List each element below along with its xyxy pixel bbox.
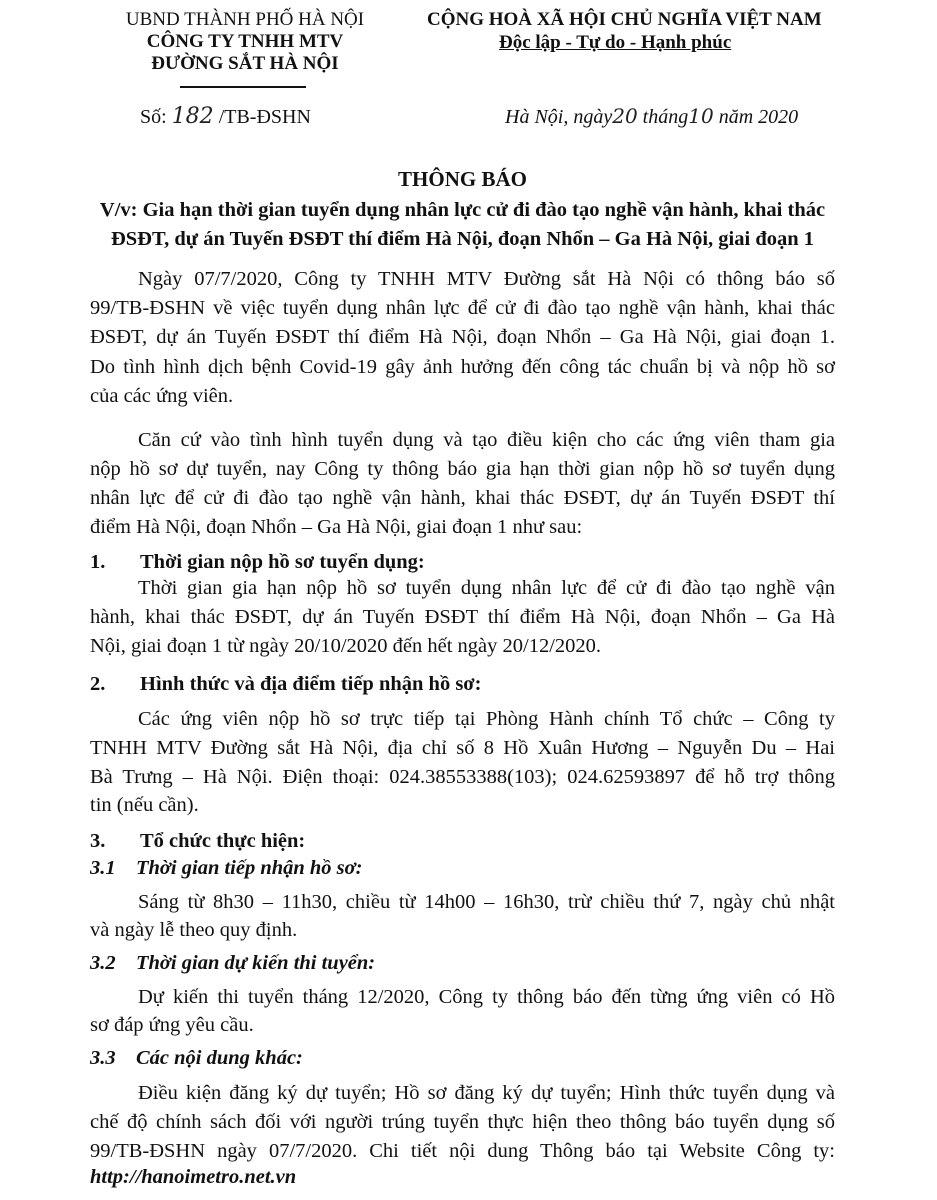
section1-title: Thời gian nộp hồ sơ tuyển dụng: [140,551,425,573]
date-month-handwritten: 10 [688,104,714,128]
section2-heading [90,673,481,696]
document-title: THÔNG BÁO [398,167,527,191]
section3-number: 3. [90,830,106,852]
section2-body-line: Các ứng viên nộp hồ sơ trực tiếp tại Phòng Hành chính Tổ chức – Công ty [138,708,835,730]
paragraph1-line: Do tình hình dịch bệnh Covid-19 gây ảnh hưởng đến công tác chuẩn bị và nộp hồ sơ [90,356,835,378]
national-title: CỘNG HOÀ XÃ HỘI CHỦ NGHĨA VIỆT NAM [427,9,822,30]
paragraph2-line: điểm Hà Nội, đoạn Nhổn – Ga Hà Nội, giai đoạn 1 như sau: [90,516,583,538]
subsection-3-1-body-line: Sáng từ 8h30 – 11h30, chiều từ 14h00 – 16h30, trừ chiều thứ 7, ngày chủ nhật [138,891,835,913]
subsection-3-3-body-line: Điều kiện đăng ký dự tuyển; Hồ sơ đăng ký dự tuyển; Hình thức tuyển dụng và [138,1082,835,1104]
section3-heading [90,830,305,853]
date-prefix: Hà Nội, ngày [505,106,613,128]
date-year: năm 2020 [718,106,799,128]
subsection-3-3-heading [90,1047,303,1070]
subsection-3-3-title: Các nội dung khác: [136,1047,303,1069]
section2-number: 2. [90,673,106,695]
company-name-line2: ĐƯỜNG SẮT HÀ NỘI [151,53,339,74]
issue-date [505,104,798,129]
document-number-handwritten: 182 [171,104,214,129]
subsection-3-1-number: 3.1 [90,857,116,879]
document-number-suffix: /TB-ĐSHN [218,106,311,128]
company-name-line1: CÔNG TY TNHH MTV [146,31,344,52]
subsection-3-2-title: Thời gian dự kiến thi tuyển: [136,952,376,974]
document-subject-line2: ĐSĐT, dự án Tuyến ĐSĐT thí điểm Hà Nội, đoạn Nhổn – Ga Hà Nội, giai đoạn 1 [110,228,815,250]
paragraph2-line: Căn cứ vào tình hình tuyển dụng và tạo điều kiện cho các ứng viên tham gia [138,429,835,451]
subsection-3-1-title: Thời gian tiếp nhận hồ sơ: [136,857,363,879]
paragraph1-line: Ngày 07/7/2020, Công ty TNHH MTV Đường sắt Hà Nội có thông báo số [138,268,835,290]
section2-title: Hình thức và địa điểm tiếp nhận hồ sơ: [140,673,482,695]
section2-body-line: TNHH MTV Đường sắt Hà Nội, địa chỉ số 8 Hồ Xuân Hương – Nguyễn Du – Hai [90,737,835,759]
section1-body-line: hành, khai thác ĐSĐT, dự án Tuyến ĐSĐT thí điểm Hà Nội, đoạn Nhổn – Ga Hà [90,606,835,628]
section2-body-line: tin (nếu cần). [90,794,199,816]
subsection-3-3-body-line: 99/TB-ĐSHN ngày 07/7/2020. Chi tiết nội dung Thông báo tại Website Công ty: [90,1140,835,1162]
section1-body-line: Thời gian gia hạn nộp hồ sơ tuyển dụng nhân lực để cử đi đào tạo nghề vận [138,577,835,599]
company-website-link[interactable]: http://hanoimetro.net.vn [90,1166,297,1188]
national-motto: Độc lập - Tự do - Hạnh phúc [499,32,732,53]
section3-title: Tổ chức thực hiện: [140,830,306,852]
subsection-3-3-number: 3.3 [90,1047,116,1069]
section2-body-line: Bà Trưng – Hà Nội. Điện thoại: 024.38553388(103); 024.62593897 để hỗ trợ thông [90,766,835,788]
subsection-3-2-heading [90,952,375,975]
paragraph1-line: 99/TB-ĐSHN về việc tuyển dụng nhân lực để cử đi đào tạo nghề vận hành, khai thác [90,297,835,319]
document-number-prefix: Số: [140,106,167,128]
paragraph2-line: nhân lực để cử đi đào tạo nghề vận hành, khai thác ĐSĐT, dự án Tuyến ĐSĐT thí [90,487,835,509]
subsection-3-2-number: 3.2 [90,952,116,974]
company-underline [180,86,306,88]
subsection-3-2-body-line: Dự kiến thi tuyển tháng 12/2020, Công ty thông báo đến từng ứng viên có Hồ [138,986,835,1008]
paragraph2-line: nộp hồ sơ dự tuyển, nay Công ty thông báo gia hạn thời gian nộp hồ sơ tuyển dụng [90,458,835,480]
paragraph1-line: của các ứng viên. [90,385,234,407]
subsection-3-1-body-line: và ngày lễ theo quy định. [90,919,298,941]
document-number [140,104,311,129]
section1-heading [90,551,425,574]
section1-body-line: Nội, giai đoạn 1 từ ngày 20/10/2020 đến hết ngày 20/12/2020. [90,635,602,657]
subsection-3-3-body-line: chế độ chính sách đối với người trúng tuyển thực hiện theo thông báo tuyển dụng số [90,1111,835,1133]
subsection-3-2-body-line: sơ đáp ứng yêu cầu. [90,1014,254,1036]
section1-number: 1. [90,551,106,573]
document-subject-line1: V/v: Gia hạn thời gian tuyển dụng nhân lực cử đi đào tạo nghề vận hành, khai thác [99,199,826,221]
date-day-handwritten: 20 [612,104,638,128]
paragraph1-line: ĐSĐT, dự án Tuyến ĐSĐT thí điểm Hà Nội, đoạn Nhổn – Ga Hà Nội, giai đoạn 1. [90,326,835,348]
issuing-authority: UBND THÀNH PHỐ HÀ NỘI [125,9,365,30]
date-month-label: tháng [642,106,689,128]
subsection-3-1-heading [90,857,363,880]
